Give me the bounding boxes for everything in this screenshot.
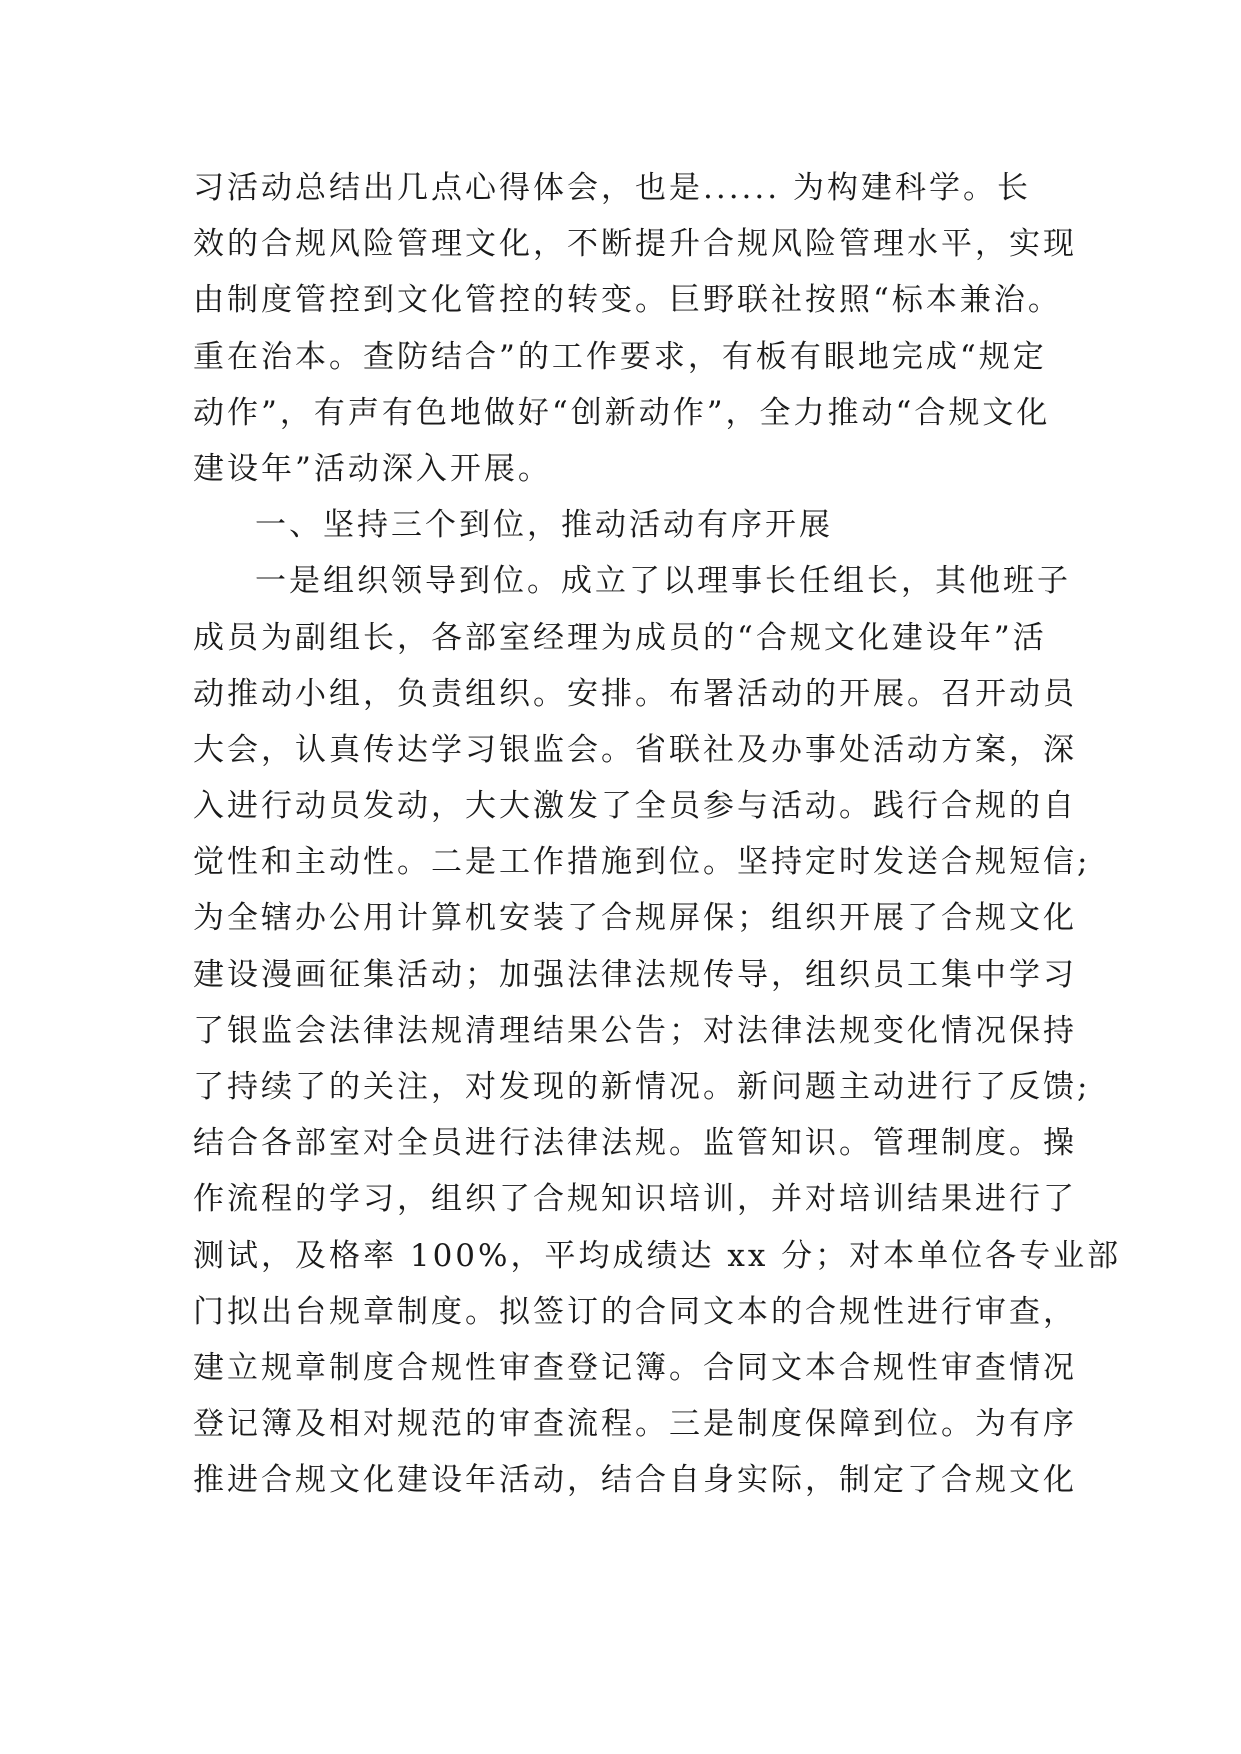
text-line: 建设年”活动深入开展。 <box>193 450 552 487</box>
text-line: 为全辖办公用计算机安装了合规屏保；组织开展了合规文化 <box>193 900 1077 937</box>
body-text <box>193 160 1122 1509</box>
text-line: 了持续了的关注，对发现的新情况。新问题主动进行了反馈; <box>193 1069 1091 1105</box>
text-line: 结合各部室对全员进行法律法规。监管知识。管理制度。操 <box>193 1125 1077 1162</box>
text-line: 了银监会法律法规清理结果公告；对法律法规变化情况保持 <box>193 1012 1077 1049</box>
text-line: 动作”，有声有色地做好“创新动作”，全力推动“合规文化 <box>193 394 1051 431</box>
text-line: 效的合规风险管理文化，不断提升合规风险管理水平，实现 <box>193 226 1077 263</box>
text-line: 登记簿及相对规范的审查流程。三是制度保障到位。为有序 <box>193 1406 1077 1443</box>
text-line: 一是组织领导到位。成立了以理事长任组长，其他班子 <box>255 563 1071 600</box>
text-line: 建设漫画征集活动；加强法律法规传导，组织员工集中学习 <box>193 956 1077 993</box>
section-heading: 一、坚持三个到位，推动活动有序开展 <box>255 507 833 544</box>
text-line: 作流程的学习，组织了合规知识培训，并对培训结果进行了 <box>193 1181 1077 1218</box>
text-line: 重在治本。查防结合”的工作要求，有板有眼地完成“规定 <box>193 338 1047 375</box>
text-line: 习活动总结出几点心得体会，也是...... 为构建科学。长 <box>193 170 1031 206</box>
text-line: 入进行动员发动，大大激发了全员参与活动。践行合规的自 <box>193 788 1077 825</box>
text-line: 推进合规文化建设年活动，结合自身实际，制定了合规文化 <box>193 1462 1077 1499</box>
text-line: 门拟出台规章制度。拟签订的合同文本的合规性进行审查， <box>193 1293 1077 1330</box>
text-line: 大会，认真传达学习银监会。省联社及办事处活动方案，深 <box>193 731 1077 768</box>
text-line: 测试，及格率 100%，平均成绩达 xx 分；对本单位各专业部 <box>193 1237 1122 1274</box>
text-line: 成员为副组长，各部室经理为成员的“合规文化建设年”活 <box>193 619 1047 656</box>
text-line: 建立规章制度合规性审查登记簿。合同文本合规性审查情况 <box>193 1349 1077 1386</box>
text-line: 动推动小组，负责组织。安排。布署活动的开展。召开动员 <box>193 675 1077 712</box>
text-line: 由制度管控到文化管控的转变。巨野联社按照“标本兼治。 <box>193 282 1062 319</box>
text-line: 觉性和主动性。二是工作措施到位。坚持定时发送合规短信; <box>193 844 1091 881</box>
